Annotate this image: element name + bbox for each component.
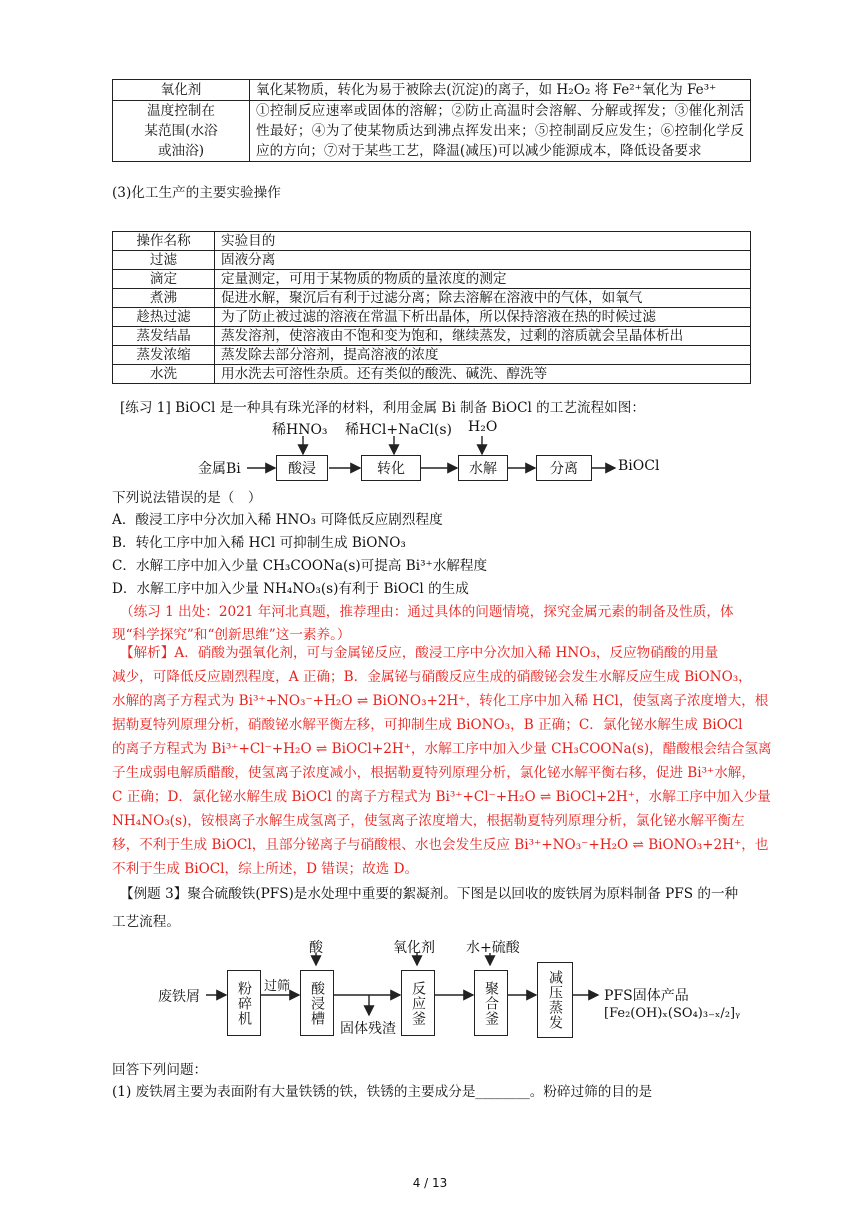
analysis-line: 水解的离子方程式为 Bi³⁺+NO₃⁻+H₂O ⇌ BiONO₃+2H⁺，转化工序中加入稀 HCl，使氢离子浓度增大，根 [112, 693, 769, 709]
table-cell-name: 蒸发浓缩 [113, 346, 215, 365]
flow-reagent-label: 稀HNO₃ [272, 422, 328, 438]
source-note-line: （练习 1 出处：2021 年河北真题，推荐理由：通过具体的问题情境，探究金属元素的制备及性质，体 [120, 604, 734, 620]
analysis-line: NH₄NO₃(s)，铵根离子水解生成氢离子，使氢离子浓度增大，根据勒夏特列原理分析，氯化铋水解平衡左 [112, 813, 745, 829]
flow-step-box: 水解 [458, 455, 508, 481]
column-header: 实验目的 [215, 232, 751, 251]
flow-reagent-label: 稀HCl+NaCl(s) [345, 422, 453, 438]
practice-stem: [练习 1] BiOCl 是一种具有珠光泽的材料，利用金属 Bi 制备 BiOCl 的工艺流程如图： [120, 400, 645, 416]
table-cell-name: 氧化剂 [113, 80, 250, 101]
analysis-line: 移，不利于生成 BiOCl，且部分铋离子与硝酸根、水也会发生反应 Bi³⁺+NO₃⁻+H₂O ⇌ BiONO₃+2H⁺，也 [112, 837, 769, 853]
analysis-line: C 正确；D．氯化铋水解生成 BiOCl 的离子方程式为 Bi³⁺+Cl⁻+H₂O ⇌ BiOCl+2H⁺，水解工序中加入少量 [112, 789, 771, 805]
analysis-line: 据勒夏特列原理分析，硝酸铋水解平衡左移，可抑制生成 BiONO₃，B 正确；C．氯化铋水解生成 BiOCl [112, 717, 743, 733]
table-cell-purpose: 蒸发溶剂，使溶液由不饱和变为饱和，继续蒸发，过剩的溶质就会呈晶体析出 [215, 327, 751, 346]
flow-start-label: 废铁屑 [158, 989, 200, 1005]
answer-intro: 回答下列问题： [112, 1062, 208, 1078]
reagent-condition-table [112, 79, 751, 162]
flow-reagent-label: 水+硫酸 [466, 940, 520, 956]
table-row [113, 327, 751, 346]
table-cell-name [113, 101, 250, 162]
column-header: 操作名称 [113, 232, 215, 251]
option-a: A．酸浸工序中分次加入稀 HNO₃ 可降低反应剧烈程度 [112, 512, 443, 528]
question-text: 下列说法错误的是（ ） [112, 490, 262, 506]
section-heading: (3)化工生产的主要实验操作 [112, 185, 281, 201]
analysis-line: 不利于生成 BiOCl，综上所述，D 错误；故选 D。 [112, 861, 419, 877]
table-cell-name: 趁热过滤 [113, 308, 215, 327]
table-row [113, 308, 751, 327]
analysis-line: 减少，可降低反应剧烈程度，A 正确；B．金属铋与硝酸反应生成的硝酸铋会发生水解反应生成 BiONO₃， [112, 669, 752, 685]
table-cell-name-line: 温度控制在 [147, 103, 215, 119]
analysis-line: 的离子方程式为 Bi³⁺+Cl⁻+H₂O ⇌ BiOCl+2H⁺，水解工序中加入少量 CH₃COONa(s)，醋酸根会结合氢离 [112, 741, 772, 757]
table-cell-desc: ①控制反应速率或固体的溶解；②防止高温时会溶解、分解或挥发；③催化剂活性最好；④为了使某物质达到沸点挥发出来；⑤控制副反应发生；⑥控制化学反应的方向；⑦对于某些工艺，降温(减压)可以减少能源成本，降低设备要求 [250, 101, 751, 162]
source-note-line: 现“科学探究”和“创新思维”这一素养。） [112, 627, 351, 643]
table-cell-name-line: 或油浴) [157, 143, 205, 159]
table-row [113, 80, 751, 101]
table-row [113, 289, 751, 308]
table-row [113, 251, 751, 270]
flow-side-output-label: 固体残渣 [340, 1021, 396, 1037]
flow-reagent-label: 酸 [309, 940, 323, 956]
table-row [113, 101, 751, 162]
flow-arrow-label: 过筛 [264, 979, 291, 994]
example-stem-line: 【例题 3】聚合硫酸铁(PFS)是水处理中重要的絮凝剂。下图是以回收的废铁屑为原料制备 PFS 的一种 [120, 886, 739, 902]
table-cell-purpose: 为了防止被过滤的溶液在常温下析出晶体，所以保持溶液在热的时候过滤 [215, 308, 751, 327]
operations-table [112, 231, 751, 384]
question-1: (1) 废铁屑主要为表面附有大量铁锈的铁，铁锈的主要成分是________。粉碎过筛的目的是 [112, 1084, 653, 1100]
flow-reagent-label: H₂O [468, 419, 498, 435]
flow-box: 酸浸槽 [300, 970, 334, 1036]
flow-reagent-label: 氧化剂 [393, 940, 435, 956]
table-row [113, 346, 751, 365]
flow-step-box: 分离 [536, 455, 592, 481]
table-cell-name: 蒸发结晶 [113, 327, 215, 346]
flow-end-label: BiOCl [618, 458, 660, 474]
page-number: 4 / 13 [412, 1176, 448, 1190]
table-cell-purpose: 促进水解，聚沉后有利于过滤分离；除去溶解在溶液中的气体，如氧气 [215, 289, 751, 308]
table-cell-desc: 氧化某物质，转化为易于被除去(沉淀)的离子，如 H₂O₂ 将 Fe²⁺氧化为 Fe³⁺ [250, 80, 751, 101]
flow-step-box: 酸浸 [276, 455, 328, 481]
flow-product-label: PFS固体产品 [604, 988, 689, 1004]
table-cell-name: 煮沸 [113, 289, 215, 308]
analysis-line: 子生成弱电解质醋酸，使氢离子浓度减小，根据勒夏特列原理分析，氯化铋水解平衡右移，促进 Bi³⁺水解， [112, 765, 755, 781]
table-cell-name: 滴定 [113, 270, 215, 289]
flow-step-box: 转化 [361, 455, 421, 481]
option-b: B．转化工序中加入稀 HCl 可抑制生成 BiONO₃ [112, 535, 406, 551]
table-cell-purpose: 用水洗去可溶性杂质。还有类似的酸洗、碱洗、醇洗等 [215, 365, 751, 384]
flow-box: 反应釜 [401, 970, 435, 1036]
example-stem-line: 工艺流程。 [112, 914, 180, 930]
flow-box: 粉碎机 [227, 970, 261, 1036]
flow-box: 聚合釜 [474, 970, 508, 1036]
analysis-line: 【解析】A．硝酸为强氧化剂，可与金属铋反应，酸浸工序中分次加入稀 HNO₃，反应物硝酸的用量 [120, 645, 719, 661]
table-header-row [113, 232, 751, 251]
flow-product-formula: [Fe₂(OH)ₓ(SO₄)₃₋ₓ/₂]ᵧ [604, 1006, 740, 1021]
flow-box: 减压蒸发 [537, 962, 573, 1038]
option-c: C．水解工序中加入少量 CH₃COONa(s)可提高 Bi³⁺水解程度 [112, 558, 488, 574]
table-row [113, 365, 751, 384]
table-cell-name-line: 某范围(水浴 [144, 123, 218, 139]
option-d: D．水解工序中加入少量 NH₄NO₃(s)有利于 BiOCl 的生成 [112, 581, 469, 597]
table-cell-name: 水洗 [113, 365, 215, 384]
flow-start-label: 金属Bi [198, 461, 241, 477]
table-cell-purpose: 固液分离 [215, 251, 751, 270]
table-cell-name: 过滤 [113, 251, 215, 270]
table-cell-purpose: 蒸发除去部分溶剂，提高溶液的浓度 [215, 346, 751, 365]
table-row [113, 270, 751, 289]
table-cell-purpose: 定量测定，可用于某物质的物质的量浓度的测定 [215, 270, 751, 289]
